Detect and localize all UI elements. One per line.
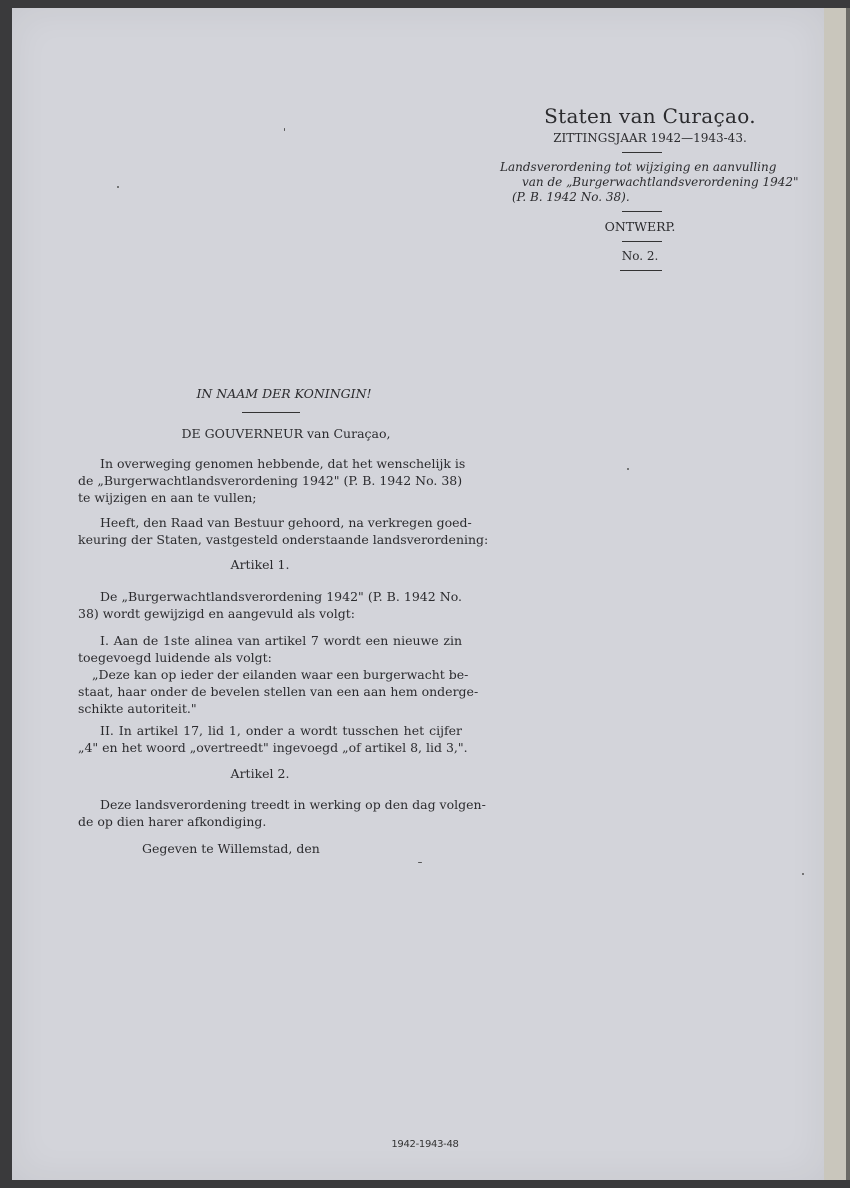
scan-speck [117, 186, 119, 188]
page-edge-shadow [846, 8, 850, 1180]
text-line: de op dien harer afkondiging. [78, 814, 267, 829]
clause-2 [78, 722, 468, 756]
text-line: de „Burgerwachtlandsverordening 1942" (P. B. 1942 No. 38) [78, 473, 463, 488]
preamble-heading: IN NAAM DER KONINGIN! [196, 386, 372, 401]
text-line: schikte autoriteit." [78, 701, 197, 716]
subject-line: Landsverordening tot wijziging en aanvulling [500, 160, 777, 174]
scan-speck [627, 468, 629, 470]
text-line: „Deze kan op ieder der eilanden waar een burgerwacht be- [92, 667, 469, 682]
handwritten-code: 1942-1943-48 [391, 1139, 459, 1150]
enacted-paragraph [78, 514, 489, 548]
subject-block [494, 160, 799, 205]
article-2-title: Artikel 2. [230, 766, 290, 781]
considering-paragraph [78, 455, 466, 506]
text-line: 38) wordt gewijzigd en aangevuld als volgt: [78, 606, 356, 621]
divider [620, 270, 662, 271]
text-line: Deze landsverordening treedt in werking op den dag volgen- [100, 797, 486, 812]
text-line: Heeft, den Raad van Bestuur gehoord, na verkregen goed- [100, 515, 472, 530]
divider [622, 211, 662, 212]
clause-1 [78, 632, 479, 717]
governor-line: DE GOUVERNEUR van Curaçao, [181, 426, 391, 441]
subject-line: van de „Burgerwachtlandsverordening 1942" [522, 175, 799, 189]
text-line: keuring der Staten, vastgesteld onderstaande landsverordening: [78, 532, 489, 547]
divider [622, 152, 662, 153]
document-number: No. 2. [621, 249, 659, 263]
page-edge [824, 8, 846, 1180]
scan-speck [284, 128, 285, 131]
text-line: staat, haar onder de bevelen stellen van een aan hem onderge- [78, 684, 479, 699]
draft-label: ONTWERP. [604, 219, 676, 234]
article-2-text [78, 796, 486, 830]
document-title: Staten van Curaçao. [544, 104, 756, 128]
text-line: De „Burgerwachtlandsverordening 1942" (P. B. 1942 No. [100, 589, 462, 604]
session-year: ZITTINGSJAAR 1942—1943-43. [553, 131, 747, 145]
article-1-title: Artikel 1. [230, 557, 290, 572]
scan-speck [418, 862, 422, 863]
divider [622, 241, 662, 242]
article-1-intro [78, 588, 462, 622]
text-line: te wijzigen en aan te vullen; [78, 490, 257, 505]
text-line: In overweging genomen hebbende, dat het wenschelijk is [100, 456, 466, 471]
text-line: toegevoegd luidende als volgt: [78, 650, 272, 665]
text-line: I. Aan de 1ste alinea van artikel 7 wordt een nieuwe zin [100, 633, 462, 648]
scan-speck [802, 873, 804, 875]
divider [242, 412, 300, 413]
signature-line: Gegeven te Willemstad, den [142, 841, 320, 856]
subject-line: (P. B. 1942 No. 38). [512, 190, 630, 204]
text-line: „4" en het woord „overtreedt" ingevoegd „of artikel 8, lid 3,". [78, 740, 468, 755]
text-line: II. In artikel 17, lid 1, onder a wordt tusschen het cijfer [100, 723, 462, 738]
